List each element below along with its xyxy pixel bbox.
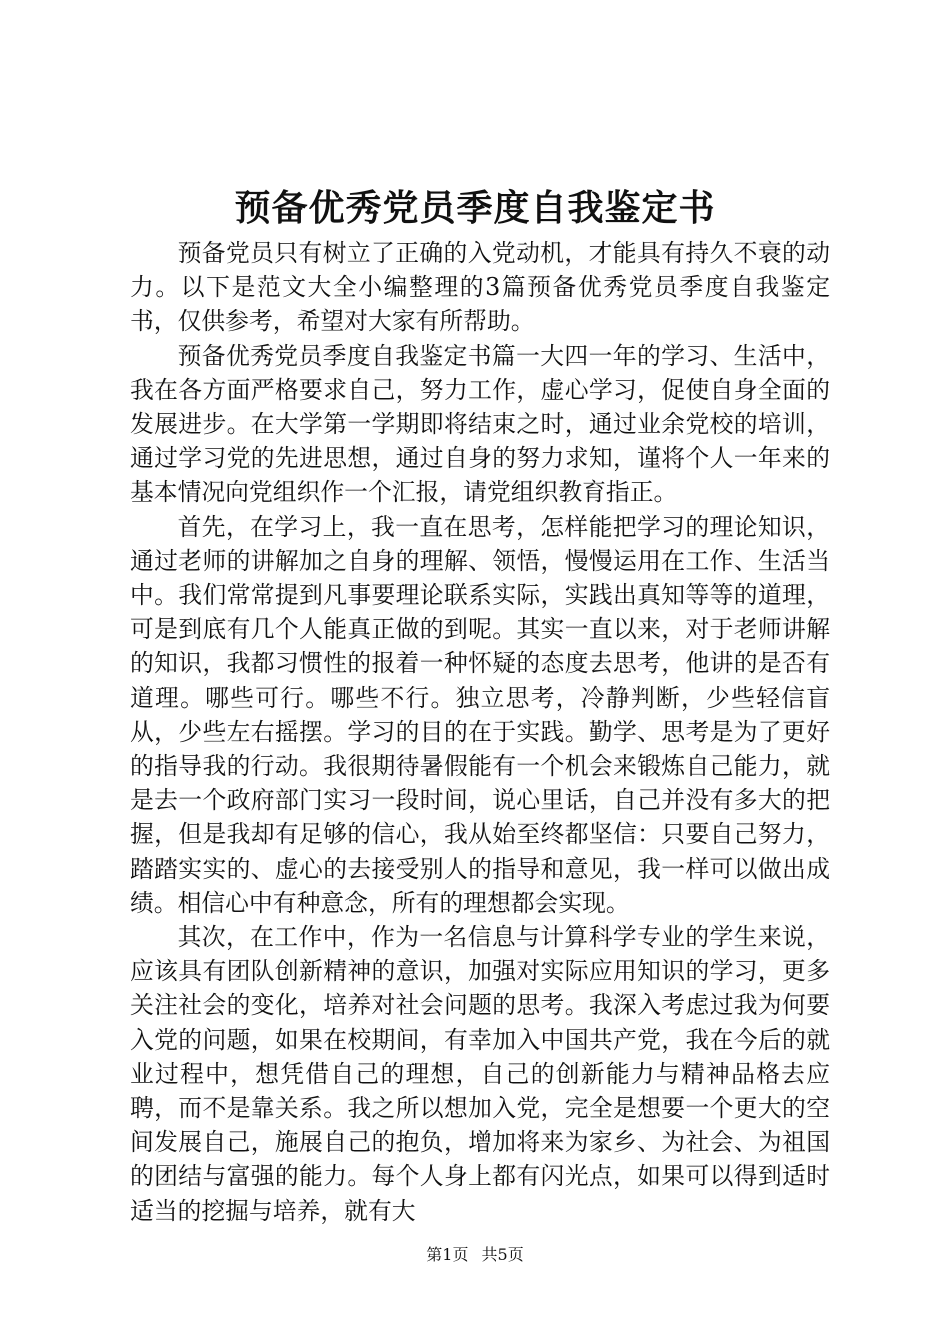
page-number: 第1页 [426,1245,469,1264]
document-body [130,236,830,1228]
paragraph-intro: 预备党员只有树立了正确的入党动机，才能具有持久不衰的动力。以下是范文大全小编整理的3篇预备优秀党员季度自我鉴定书，仅供参考，希望对大家有所帮助。 [130,239,830,336]
document-title: 预备优秀党员季度自我鉴定书 [234,187,716,229]
paragraph-work: 其次，在工作中，作为一名信息与计算科学专业的学生来说，应该具有团队创新精神的意识，加强对实际应用知识的学习，更多关注社会的变化，培养对社会问题的思考。我深入考虑过我为何要入党的问题，如果在校期间，有幸加入中国共产党，我在今后的就业过程中，想凭借自己的理想，自己的创新能力与精神品格去应聘，而不是靠关系。我之所以想加入党，完全是想要一个更大的空间发展自己，施展自己的抱负，增加将来为家乡、为社会、为祖国的团结与富强的能力。每个人身上都有闪光点，如果可以得到适时适当的挖掘与培养，就有大 [130,923,830,1225]
page-footer [0,1244,950,1266]
paragraph-article-one: 预备优秀党员季度自我鉴定书篇一大四一年的学习、生活中，我在各方面严格要求自己，努力工作，虚心学习，促使自身全面的发展进步。在大学第一学期即将结束之时，通过业余党校的培训，通过学习党的先进思想，通过自身的努力求知，谨将个人一年来的基本情况向党组织作一个汇报，请党组织教育指正。 [130,341,830,507]
page-total: 共5页 [481,1245,524,1264]
paragraph-study: 首先，在学习上，我一直在思考，怎样能把学习的理论知识，通过老师的讲解加之自身的理解、领悟，慢慢运用在工作、生活当中。我们常常提到凡事要理论联系实际，实践出真知等等的道理，可是到底有几个人能真正做的到呢。其实一直以来，对于老师讲解的知识，我都习惯性的报着一种怀疑的态度去思考，他讲的是否有道理。哪些可行。哪些不行。独立思考，冷静判断，少些轻信盲从，少些左右摇摆。学习的目的在于实践。勤学、思考是为了更好的指导我的行动。我很期待暑假能有一个机会来锻炼自己能力，就是去一个政府部门实习一段时间，说心里话，自己并没有多大的把握，但是我却有足够的信心，我从始至终都坚信：只要自己努力，踏踏实实的、虚心的去接受别人的指导和意见，我一样可以做出成绩。相信心中有种意念，所有的理想都会实现。 [130,512,830,917]
